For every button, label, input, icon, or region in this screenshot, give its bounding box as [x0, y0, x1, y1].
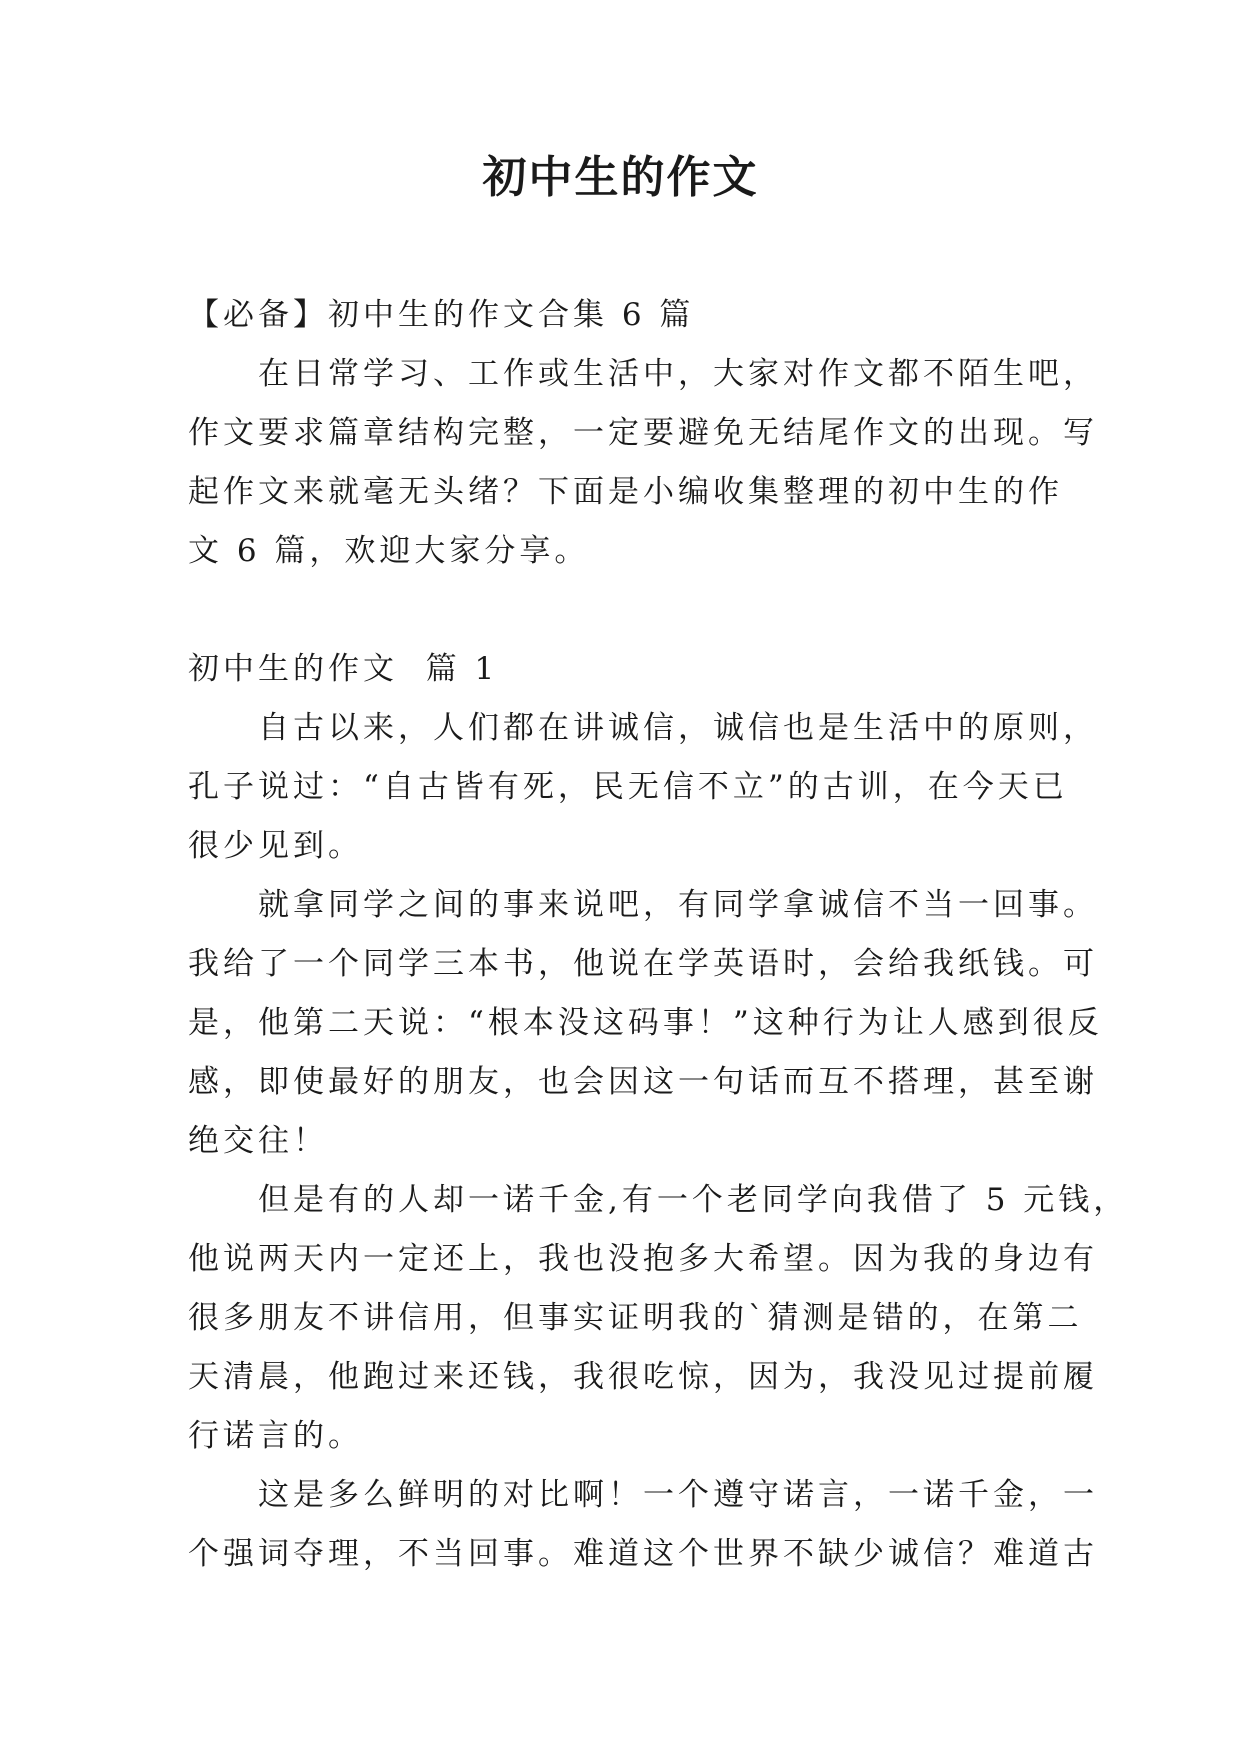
paragraph-line: 很多朋友不讲信用，但事实证明我的`猜测是错的，在第二 [188, 1300, 1083, 1336]
document-title: 初中生的作文 [482, 152, 759, 203]
collection-heading: 【必备】初中生的作文合集 6 篇 [188, 297, 695, 333]
section-title: 初中生的作文 篇 1 [188, 651, 499, 687]
paragraph-line: 我给了一个同学三本书，他说在学英语时，会给我纸钱。可 [188, 946, 1098, 982]
paragraph-line: 是，他第二天说：“根本没这码事！”这种行为让人感到很反 [188, 1005, 1103, 1041]
paragraph-line: 个强词夺理，不当回事。难道这个世界不缺少诚信？难道古 [188, 1536, 1098, 1572]
document-body [188, 286, 1129, 1584]
paragraph-line: 绝交往！ [188, 1123, 328, 1159]
paragraph-line: 很少见到。 [188, 828, 363, 864]
intro-line: 在日常学习、工作或生活中，大家对作文都不陌生吧， [258, 356, 1098, 392]
paragraph-line: 天清晨，他跑过来还钱，我很吃惊，因为，我没见过提前履 [188, 1359, 1098, 1395]
intro-line: 起作文来就毫无头绪？下面是小编收集整理的初中生的作 [188, 474, 1063, 510]
intro-line: 文 6 篇，欢迎大家分享。 [188, 533, 590, 569]
intro-line: 作文要求篇章结构完整，一定要避免无结尾作文的出现。写 [188, 415, 1098, 451]
paragraph-line: 孔子说过：“自古皆有死，民无信不立”的古训，在今天已 [188, 769, 1068, 805]
paragraph-line: 就拿同学之间的事来说吧，有同学拿诚信不当一回事。 [258, 887, 1098, 923]
paragraph-line: 自古以来，人们都在讲诚信，诚信也是生活中的原则， [258, 710, 1098, 746]
paragraph-line: 行诺言的。 [188, 1418, 363, 1454]
blank-line [188, 581, 1058, 640]
paragraph-line: 感，即使最好的朋友，也会因这一句话而互不搭理，甚至谢 [188, 1064, 1098, 1100]
paragraph-line: 但是有的人却一诺千金,有一个老同学向我借了 5 元钱， [258, 1182, 1129, 1218]
paragraph-line: 他说两天内一定还上，我也没抱多大希望。因为我的身边有 [188, 1241, 1098, 1277]
paragraph-line: 这是多么鲜明的对比啊！一个遵守诺言，一诺千金，一 [258, 1477, 1098, 1513]
